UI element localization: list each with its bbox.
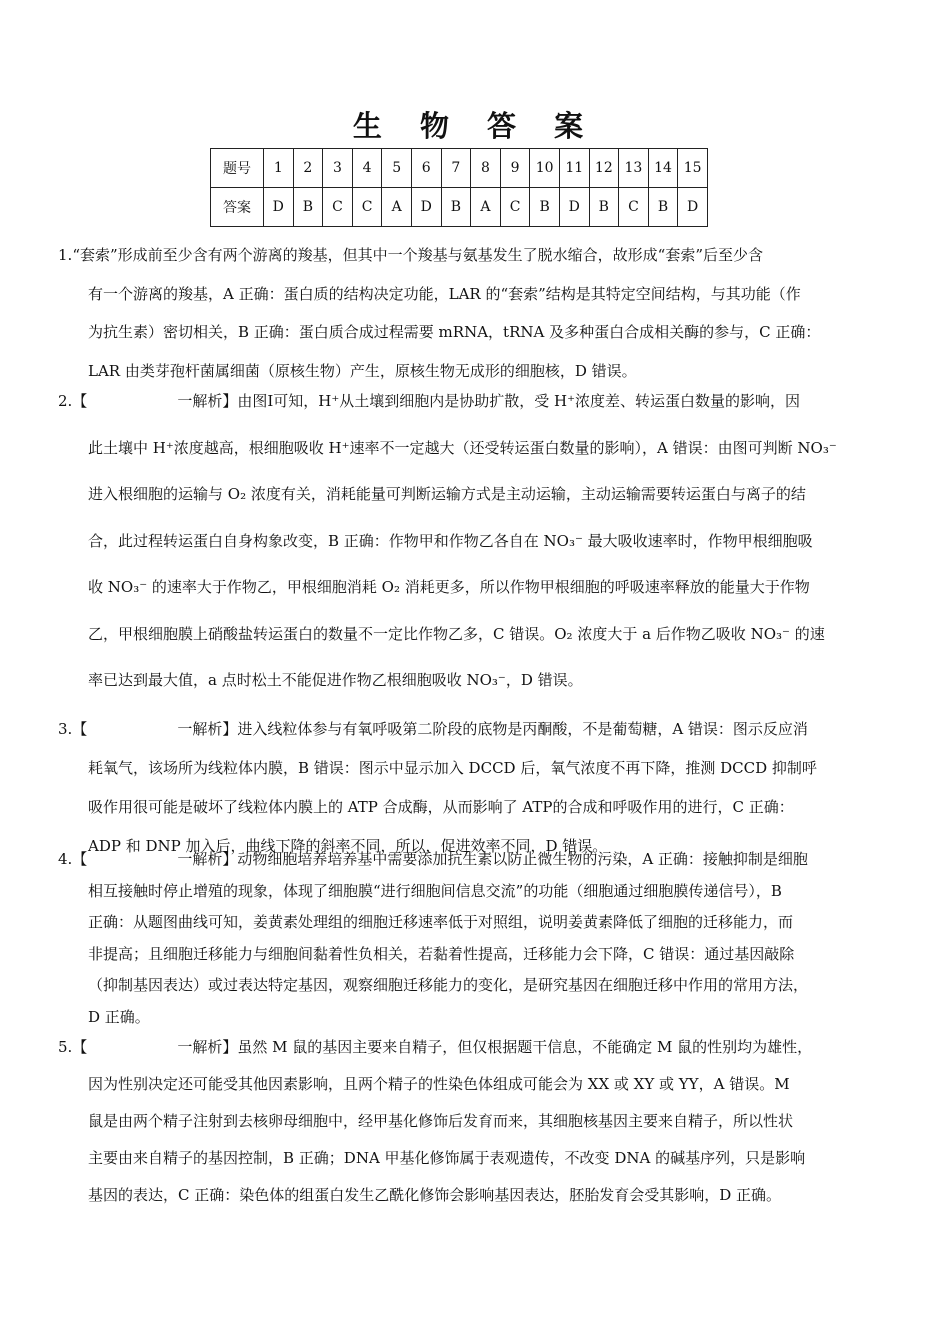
table-cell-answer: C bbox=[323, 188, 353, 227]
explanation-line: 耗氧气，该场所为线粒体内膜，B 错误：图示中显示加入 DCCD 后，氧气浓度不再下降，推测 DCCD 抑制呼 bbox=[88, 759, 817, 777]
table-cell-number: 15 bbox=[678, 149, 708, 188]
table-cell-number: 13 bbox=[619, 149, 649, 188]
explanation-line: 因为性别决定还可能受其他因素影响，且两个精子的性染色体组成可能会为 XX 或 XY 或 YY，A 错误。M bbox=[88, 1075, 790, 1093]
table-cell-number: 3 bbox=[323, 149, 353, 188]
explanation-line: 有一个游离的羧基，A 正确：蛋白质的结构决定功能，LAR 的“套索”结构是其特定空间结构，与其功能（作 bbox=[88, 284, 801, 303]
table-cell-answer: C bbox=[619, 188, 649, 227]
table-cell-answer: B bbox=[441, 188, 471, 227]
table-cell-answer: D bbox=[678, 188, 708, 227]
explanation-2 bbox=[58, 378, 880, 704]
explanation-line: 相互接触时停止增殖的现象，体现了细胞膜“进行细胞间信息交流”的功能（细胞通过细胞膜传递信号），B bbox=[88, 881, 782, 900]
table-cell-number: 7 bbox=[441, 149, 471, 188]
explanation-line: 进入根细胞的运输与 O₂ 浓度有关，消耗能量可判断运输方式是主动运输，主动运输需要转运蛋白与离子的结 bbox=[88, 485, 806, 503]
question-number: 5.【 bbox=[58, 1038, 88, 1056]
explanation-line: 收 NO₃⁻ 的速率大于作物乙，甲根细胞消耗 O₂ 消耗更多，所以作物甲根细胞的呼吸速率释放的能量大于作物 bbox=[88, 578, 810, 596]
table-cell-answer: D bbox=[411, 188, 441, 227]
question-number: 2.【 bbox=[58, 392, 88, 410]
table-cell-number: 9 bbox=[500, 149, 530, 188]
explanation-line: 此土壤中 H⁺浓度越高，根细胞吸收 H⁺速率不一定越大（还受转运蛋白数量的影响），A 错误：由图可判断 NO₃⁻ bbox=[88, 438, 837, 457]
explanation-line: ADP 和 DNP 加入后，曲线下降的斜率不同，所以，促进效率不同，D 错误。 bbox=[88, 837, 608, 855]
table-cell-answer: C bbox=[352, 188, 382, 227]
explanation-line: 乙，甲根细胞膜上硝酸盐转运蛋白的数量不一定比作物乙多，C 错误。O₂ 浓度大于 a 后作物乙吸收 NO₃⁻ 的速 bbox=[88, 624, 825, 643]
table-cell-number: 10 bbox=[530, 149, 560, 188]
explanation-3 bbox=[58, 710, 880, 866]
table-cell-number: 8 bbox=[471, 149, 501, 188]
table-cell-answer: B bbox=[530, 188, 560, 227]
explanation-4 bbox=[58, 844, 880, 1033]
explanation-line: 率已达到最大值，a 点时松土不能促进作物乙根细胞吸收 NO₃⁻，D 错误。 bbox=[88, 671, 583, 689]
table-answer-label: 答案 bbox=[211, 188, 264, 227]
table-cell-answer: B bbox=[293, 188, 323, 227]
table-cell-answer: C bbox=[500, 188, 530, 227]
table-cell-answer: D bbox=[559, 188, 589, 227]
table-cell-number: 4 bbox=[352, 149, 382, 188]
question-number: 1. bbox=[58, 246, 73, 264]
table-cell-number: 2 bbox=[293, 149, 323, 188]
table-cell-number: 6 bbox=[411, 149, 441, 188]
explanation-5 bbox=[58, 1029, 880, 1214]
table-cell-answer: D bbox=[264, 188, 294, 227]
table-cell-answer: B bbox=[648, 188, 678, 227]
explanation-line: 合，此过程转运蛋白自身构象改变，B 正确：作物甲和作物乙各自在 NO₃⁻ 最大吸收速率时，作物甲根细胞吸 bbox=[88, 531, 813, 550]
explanation-line: LAR 由类芽孢杆菌属细菌（原核生物）产生，原核生物无成形的细胞核，D 错误。 bbox=[88, 361, 637, 380]
answer-table bbox=[210, 148, 708, 227]
page-title: 生 物 答 案 bbox=[352, 109, 598, 143]
explanation-line: 5.【 一解析】虽然 M 鼠的基因主要来自精子，但仅根据题干信息，不能确定 M 鼠的性别均为雄性， bbox=[58, 1038, 813, 1056]
explanation-line: 3.【 一解析】进入线粒体参与有氧呼吸第二阶段的底物是丙酮酸，不是葡萄糖，A 错误：图示反应消 bbox=[58, 720, 808, 738]
table-row-numbers bbox=[211, 149, 708, 188]
table-cell-number: 14 bbox=[648, 149, 678, 188]
explanation-line: 主要由来自精子的基因控制，B 正确；DNA 甲基化修饰属于表观遗传，不改变 DNA 的碱基序列，只是影响 bbox=[88, 1149, 806, 1167]
explanation-line: 4.【 一解析】动物细胞培养培养基中需要添加抗生素以防止微生物的污染，A 正确：接触抑制是细胞 bbox=[58, 850, 808, 868]
explanation-line: 为抗生素）密切相关，B 正确：蛋白质合成过程需要 mRNA，tRNA 及多种蛋白合成相关酶的参与，C 正确： bbox=[88, 323, 821, 341]
explanation-line: 基因的表达，C 正确：染色体的组蛋白发生乙酰化修饰会影响基因表达，胚胎发育会受其影响，D 正确。 bbox=[88, 1186, 782, 1204]
table-cell-number: 1 bbox=[264, 149, 294, 188]
table-cell-number: 5 bbox=[382, 149, 412, 188]
explanation-1 bbox=[58, 236, 880, 390]
table-cell-answer: A bbox=[382, 188, 412, 227]
table-cell-number: 11 bbox=[559, 149, 589, 188]
explanation-line: （抑制基因表达）或过表达特定基因，观察细胞迁移能力的变化，是研究基因在细胞迁移中作用的常用方法， bbox=[88, 976, 809, 994]
table-row-answers bbox=[211, 188, 708, 227]
question-number: 3.【 bbox=[58, 720, 88, 738]
table-cell-answer: A bbox=[471, 188, 501, 227]
table-cell-number: 12 bbox=[589, 149, 619, 188]
explanation-line: 非提高；且细胞迁移能力与细胞间黏着性负相关，若黏着性提高，迁移能力会下降，C 错误：通过基因敲除 bbox=[88, 944, 795, 963]
explanation-line: 吸作用很可能是破坏了线粒体内膜上的 ATP 合成酶，从而影响了 ATP的合成和呼吸作用的进行，C 正确： bbox=[88, 798, 794, 816]
explanation-line: 1.“套索”形成前至少含有两个游离的羧基，但其中一个羧基与氨基发生了脱水缩合，故形成“套索”后至少含 bbox=[58, 246, 763, 264]
table-header-label: 题号 bbox=[211, 149, 264, 188]
table-cell-answer: B bbox=[589, 188, 619, 227]
explanation-line: 正确：从题图曲线可知，姜黄素处理组的细胞迁移速率低于对照组，说明姜黄素降低了细胞的迁移能力，而 bbox=[88, 913, 794, 931]
explanation-line: D 正确。 bbox=[88, 1007, 150, 1026]
explanation-line: 2.【 一解析】由图Ⅰ可知，H⁺从土壤到细胞内是协助扩散，受 H⁺浓度差、转运蛋白数量的影响，因 bbox=[58, 392, 801, 410]
question-number: 4.【 bbox=[58, 850, 88, 868]
explanation-line: 鼠是由两个精子注射到去核卵母细胞中，经甲基化修饰后发育而来，其细胞核基因主要来自精子，所以性状 bbox=[88, 1112, 794, 1130]
